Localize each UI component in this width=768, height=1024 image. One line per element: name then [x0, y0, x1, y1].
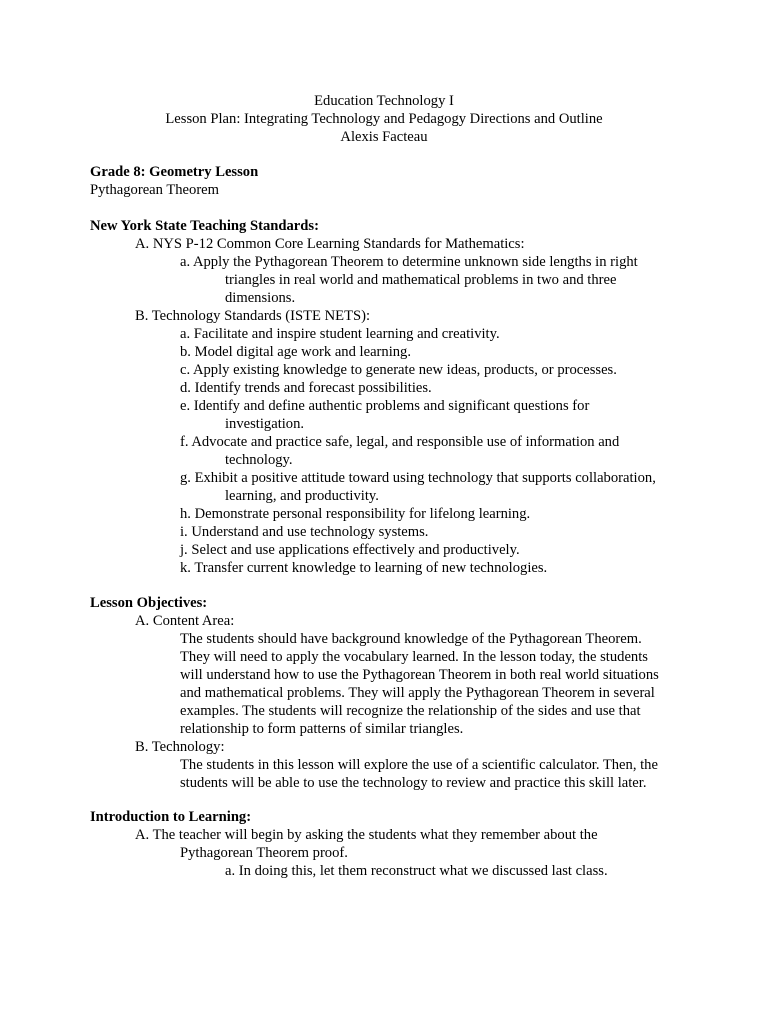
standard-b-item: f. Advocate and practice safe, legal, and responsible use of information and — [180, 434, 620, 450]
objective-a-line: will understand how to use the Pythagorean Theorem in both real world situations — [180, 667, 659, 683]
standard-a-item: a. Apply the Pythagorean Theorem to determine unknown side lengths in right — [180, 254, 638, 270]
standard-b-item-cont: learning, and productivity. — [225, 488, 379, 504]
grade-heading: Grade 8: Geometry Lesson — [90, 164, 259, 180]
standard-b-item: d. Identify trends and forecast possibilities. — [180, 380, 432, 396]
objective-a-line: examples. The students will recognize the relationship of the sides and use that — [180, 703, 641, 719]
objective-b-line: The students in this lesson will explore the use of a scientific calculator. Then, the — [180, 757, 658, 773]
standard-b-label: B. Technology Standards (ISTE NETS): — [135, 308, 371, 324]
standard-b-item: i. Understand and use technology systems. — [180, 524, 429, 540]
author-name: Alexis Facteau — [340, 129, 428, 145]
intro-a-subitem: a. In doing this, let them reconstruct what we discussed last class. — [225, 863, 608, 879]
objective-a-line: They will need to apply the vocabulary learned. In the lesson today, the students — [180, 649, 648, 665]
standard-b-item: b. Model digital age work and learning. — [180, 344, 412, 360]
objective-b-label: B. Technology: — [135, 739, 225, 755]
course-title: Education Technology I — [314, 93, 454, 109]
intro-heading: Introduction to Learning: — [90, 809, 252, 825]
intro-a-line-cont: Pythagorean Theorem proof. — [180, 845, 348, 861]
standard-b-item: j. Select and use applications effectively and productively. — [180, 542, 520, 558]
lesson-topic: Pythagorean Theorem — [90, 182, 220, 198]
objective-a-line: The students should have background knowledge of the Pythagorean Theorem. — [180, 631, 642, 647]
standard-b-item: e. Identify and define authentic problems and significant questions for — [180, 398, 590, 414]
objective-a-line: and mathematical problems. They will apply the Pythagorean Theorem in several — [180, 685, 655, 701]
objective-b-line: students will be able to use the technology to review and practice this skill later. — [180, 775, 647, 791]
objectives-heading: Lesson Objectives: — [90, 595, 208, 611]
standard-b-item: h. Demonstrate personal responsibility for lifelong learning. — [180, 506, 531, 522]
standard-a-item-cont: triangles in real world and mathematical problems in two and three — [225, 272, 617, 288]
standards-heading: New York State Teaching Standards: — [90, 218, 319, 234]
objective-a-label: A. Content Area: — [135, 613, 235, 629]
standard-b-item-cont: technology. — [225, 452, 293, 468]
intro-a-line: A. The teacher will begin by asking the students what they remember about the — [135, 827, 598, 843]
standard-b-item: c. Apply existing knowledge to generate new ideas, products, or processes. — [180, 362, 617, 378]
standard-a-item-cont: dimensions. — [225, 290, 296, 306]
standard-b-item: k. Transfer current knowledge to learning of new technologies. — [180, 560, 548, 576]
lesson-plan-title: Lesson Plan: Integrating Technology and Pedagogy Directions and Outline — [165, 111, 603, 127]
standard-a-label: A. NYS P-12 Common Core Learning Standards for Mathematics: — [135, 236, 525, 252]
standard-b-item: g. Exhibit a positive attitude toward using technology that supports collaboration, — [180, 470, 656, 486]
standard-b-item-cont: investigation. — [225, 416, 305, 432]
objective-a-line: relationship to form patterns of similar triangles. — [180, 721, 464, 737]
standard-b-item: a. Facilitate and inspire student learning and creativity. — [180, 326, 500, 342]
